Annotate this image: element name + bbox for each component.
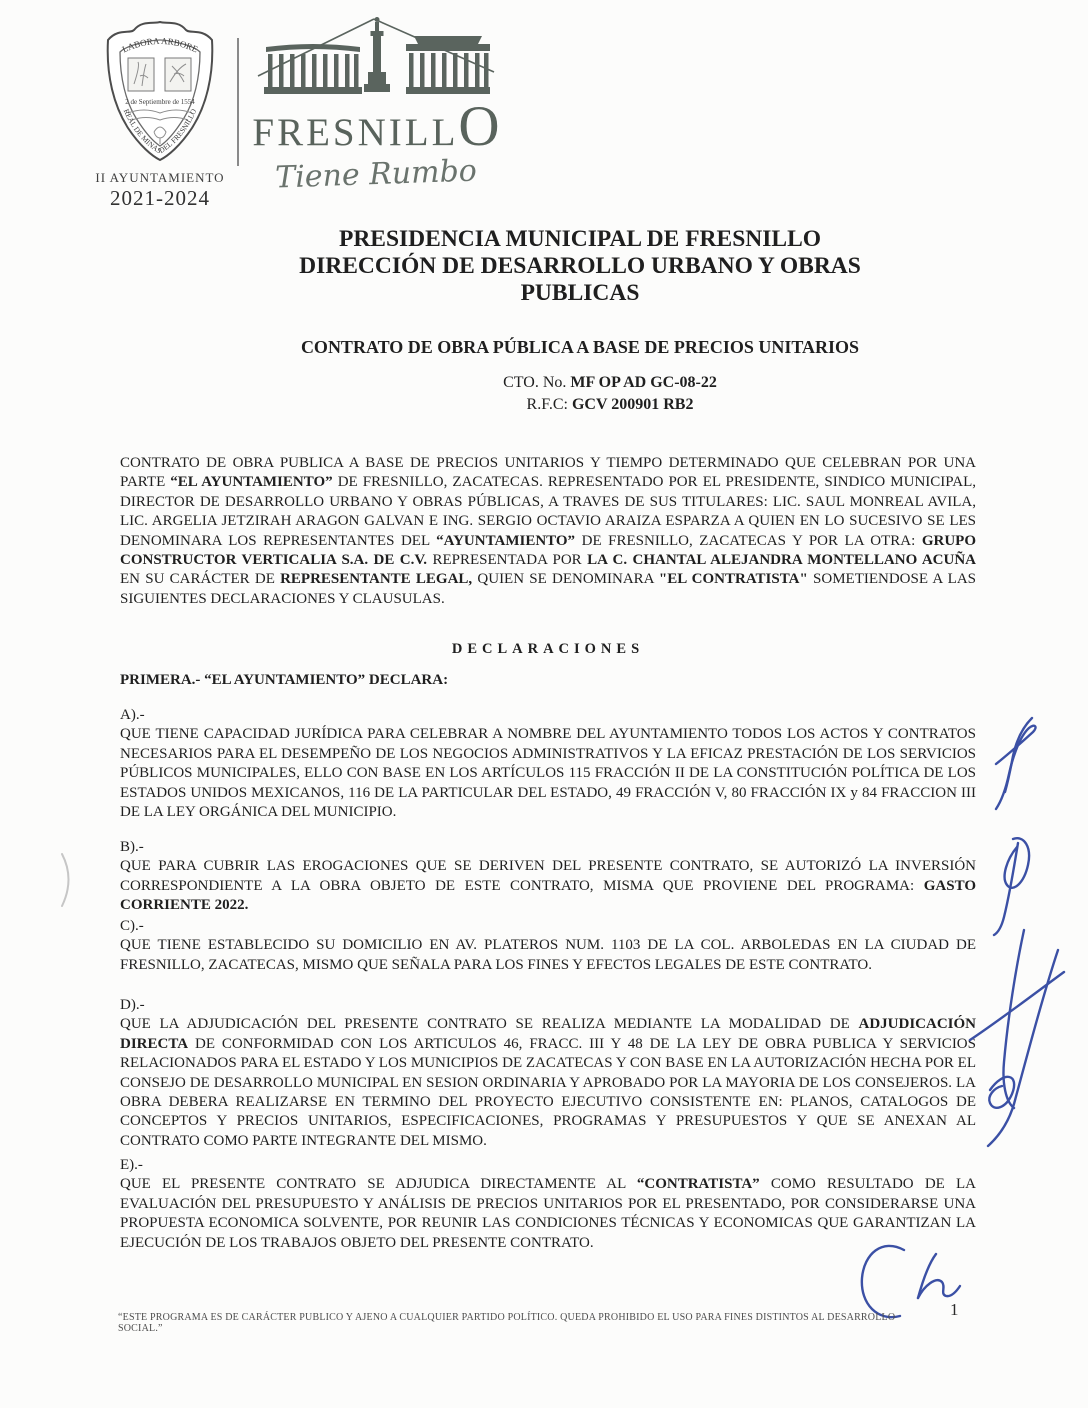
item-label: B).- xyxy=(120,839,144,855)
seal-arc-bottom-text: REAL DE MINAS DEL FRESNILLO xyxy=(121,107,199,157)
logo-tagline: Tiene Rumbo xyxy=(274,153,478,196)
initials-flourish-icon xyxy=(986,712,1046,812)
declaration-item-a xyxy=(120,706,976,822)
title-line-1: PRESIDENCIA MUNICIPAL DE FRESNILLO xyxy=(338,226,822,252)
item-text: QUE TIENE CAPACIDAD JURÍDICA PARA CELEBRAR A NOMBRE DEL AYUNTAMIENTO TODOS LOS ACTOS Y CONTRATOS NECESARIOS PARA EL DESEMPEÑO DE LOS NEGOCIOS ADMINISTRATIVOS Y LA EFICAZ PRESTACIÓN DE LOS SERVICIOS PÚBLICOS MUNICIPALES, ELLO CON BASE EN LOS ARTÍCULOS 115 FRACCIÓN II DE LA CONSTITUCIÓN POLÍTICA DE LOS ESTADOS UNIDOS MEXICANOS, 116 DE LA PARTICULAR DEL ESTADO, 49 FRACCIÓN V, 80 FRACCIÓN IX y 84 FRACCION III DE LA LEY ORGÁNICA DEL MUNICIPIO. xyxy=(120,726,976,821)
signature-scribble-icon xyxy=(962,922,1072,1150)
item-text: QUE TIENE ESTABLECIDO SU DOMICILIO EN AV. PLATEROS NUM. 1103 DE LA COL. ARBOLEDAS EN LA CIUDAD DE FRESNILLO, ZACATECAS, MISMO QUE SEÑALA PARA LOS FINES Y EFECTOS LEGALES DE ESTE CONTRATO. xyxy=(120,937,976,973)
municipal-seal xyxy=(90,14,230,211)
seal-period: 2021-2024 xyxy=(110,186,210,210)
seal-arc-top-text: LABORA ARBORE xyxy=(120,35,200,55)
item-label: A).- xyxy=(120,707,145,723)
item-text: QUE LA ADJUDICACIÓN DEL PRESENTE CONTRATO SE REALIZA MEDIANTE LA MODALIDAD DE ADJUDICACIÓN DIRECTA DE CONFORMIDAD CON LOS ARTICULOS 46, FRACC. III Y 48 DE LA LEY DE OBRA PUBLICA Y SERVICIOS RELACIONADOS PARA EL ESTADO Y LOS MUNICIPIOS DE ZACATECAS Y CON BASE EN LA AUTORIZACIÓN HECHA POR EL CONSEJO DE DESARROLLO MUNICIPAL EN SESION ORDINARIA Y APROBADO POR LA MAYORIA DE LOS CONSEJEROS. LA OBRA DEBERA REALIZARSE EN TERMINO DEL PROYECTO EJECUTIVO CONSISTENTE EN: PLANOS, CATALOGOS DE CONCEPTOS Y PRECIOS UNITARIOS, ESPECIFICACIONES, PROGRAMAS Y PRESUPUESTOS Y QUE SE ANEXAN AL CONTRATO COMO PARTE INTEGRANTE DEL MISMO. xyxy=(120,1016,976,1149)
declaration-item-b xyxy=(120,838,976,916)
fresnillo-logo xyxy=(252,14,500,196)
seal-administration: II AYUNTAMIENTO xyxy=(95,170,225,185)
rfc-number: R.F.C: GCV 200901 RB2 xyxy=(526,396,694,413)
item-text: QUE PARA CUBRIR LAS EROGACIONES QUE SE DERIVEN DEL PRESENTE CONTRATO, SE AUTORIZÓ LA INVERSIÓN CORRESPONDIENTE A LA OBRA OBJETO DE ESTE CONTRATO, MISMA QUE PROVIENE DEL PROGRAMA: GASTO CORRIENTE 2022. xyxy=(120,858,976,914)
seal-crest-icon xyxy=(94,14,226,164)
monument-skyline-icon xyxy=(256,14,496,104)
fresnillo-wordmark xyxy=(252,95,500,158)
contract-number: CTO. No. MF OP AD GC-08-22 xyxy=(503,374,717,391)
scan-margin-mark xyxy=(58,852,82,910)
title-line-2: DIRECCIÓN DE DESARROLLO URBANO Y OBRAS PUBLICAS xyxy=(299,253,861,306)
seal-date-text: 2 de Septiembre de 1554 xyxy=(125,98,195,106)
footer-disclaimer: “ESTE PROGRAMA ES DE CARÁCTER PUBLICO Y AJENO A CUALQUIER PARTIDO POLÍTICO. QUEDA PROHIBIDO EL USO PARA FINES DISTINTOS AL DESARROLLO SOCIAL.” xyxy=(118,1312,896,1334)
declaration-item-c xyxy=(120,917,976,975)
header-divider xyxy=(237,38,239,166)
declaration-item-e xyxy=(120,1156,976,1253)
intro-paragraph: CONTRATO DE OBRA PUBLICA A BASE DE PRECIOS UNITARIOS Y TIEMPO DETERMINADO QUE CELEBRAN POR UNA PARTE “EL AYUNTAMIENTO” DE FRESNILLO, ZACATECAS. REPRESENTADO POR EL PRESIDENTE, SINDICO MUNICIPAL, DIRECTOR DE DESARROLLO URBANO Y OBRAS PÚBLICAS, A TRAVES DE SUS TITULARES: LIC. SAUL MONREAL AVILA, LIC. ARGELIA JETZIRAH ARAGON GALVAN E ING. SERGIO OCTAVIO ARAIZA ESPARZA A QUIEN EN LO SUCESIVO SE LES DENOMINARA LOS REPRESENTANTES DEL “AYUNTAMIENTO” DE FRESNILLO, ZACATECAS Y POR LA OTRA: GRUPO CONSTRUCTOR VERTICALIA S.A. DE C.V. REPRESENTADA POR LA C. CHANTAL ALEJANDRA MONTELLANO ACUÑA EN SU CARÁCTER DE REPRESENTANTE LEGAL, QUIEN SE DENOMINARA "EL CONTRATISTA" SOMETIENDOSE A LAS SIGUIENTES DECLARACIONES Y CLAUSULAS. xyxy=(120,455,976,607)
page-number: 1 xyxy=(950,1300,959,1319)
wordmark-text: FRESNILL xyxy=(252,111,459,154)
item-text: QUE EL PRESENTE CONTRATO SE ADJUDICA DIRECTAMENTE AL “CONTRATISTA” COMO RESULTADO DE LA EVALUACIÓN DEL PRESUPUESTO Y ANÁLISIS DE PRECIOS UNITARIOS POR EL PRESENTADO, POR CONSIDERARSE UNA PROPUESTA ECONOMICA SOLVENTE, POR REUNIR LAS CONDICIONES TÉCNICAS Y ECONOMICAS QUE GARANTIZAN LA EJECUCIÓN DE LOS TRABAJOS OBJETO DEL PRESENTE CONTRATO. xyxy=(120,1176,976,1251)
item-label: E).- xyxy=(120,1157,143,1173)
declaration-primera: PRIMERA.- “EL AYUNTAMIENTO” DECLARA: xyxy=(120,672,449,688)
declaration-item-d xyxy=(120,996,976,1151)
document-title xyxy=(150,226,1010,307)
declarations-heading: DECLARACIONES xyxy=(451,641,645,657)
item-label: D).- xyxy=(120,997,145,1013)
item-label: C).- xyxy=(120,918,144,934)
contract-subtitle: CONTRATO DE OBRA PÚBLICA A BASE DE PRECIOS UNITARIOS xyxy=(300,337,860,357)
wordmark-big-o: O xyxy=(458,95,500,158)
